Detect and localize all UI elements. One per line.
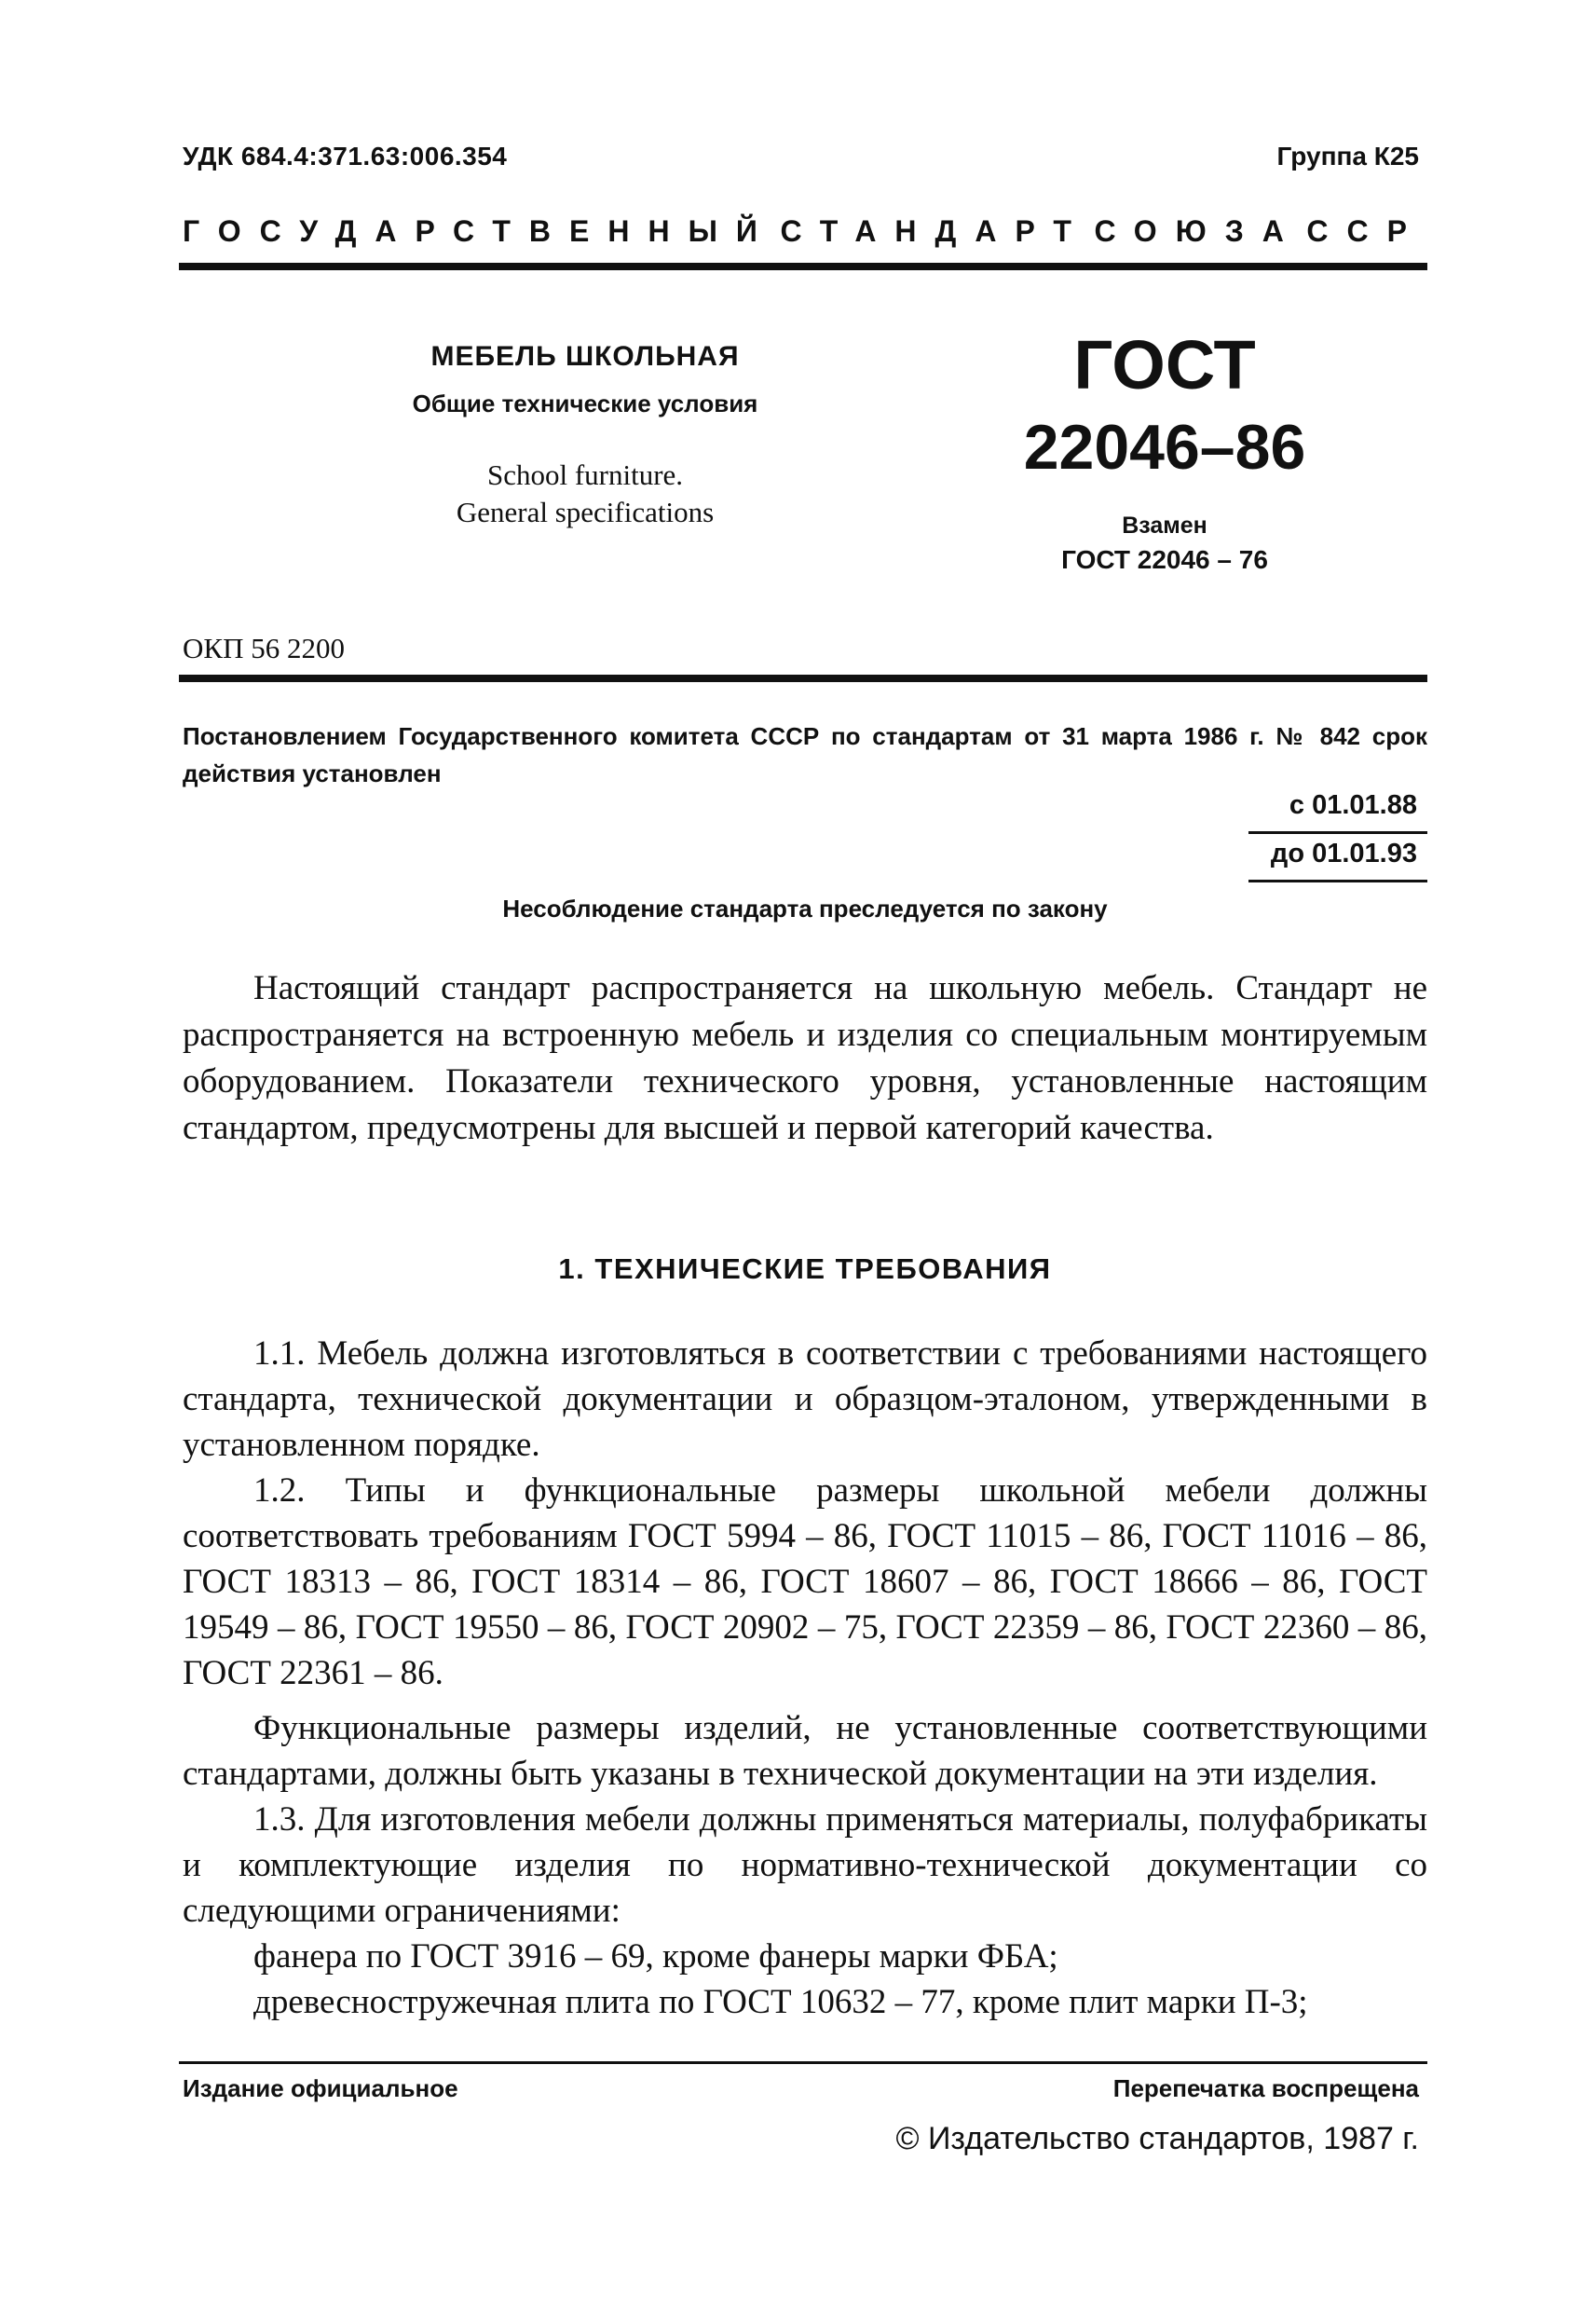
group-code: Группа К25 (1276, 142, 1419, 171)
title-divider (179, 675, 1427, 682)
gost-designation (1006, 328, 1323, 575)
list-item-chipboard: древесностружечная плита по ГОСТ 10632 – 77, кроме плит марки П-3; (253, 1983, 1308, 2021)
replaces-value: ГОСТ 22046 – 76 (1061, 545, 1268, 574)
state-standard-banner (183, 212, 1425, 250)
intro-paragraph: Настоящий стандарт распространяется на школьную мебель. Стандарт не распространяется на встроенную мебель и изделия со специальным монтируемым оборудованием. Показатели технического уровня, установленные настоящим стандартом, предусмотрены для высшей и первой категорий качества. (183, 969, 1427, 1147)
okp-code: ОКП 56 2200 (183, 632, 345, 664)
subtitle-ru: Общие технические условия (412, 390, 758, 417)
gost-number: 22046–86 (1023, 412, 1306, 483)
reprint-notice: Перепечатка воспрещена (1112, 2074, 1419, 2102)
edition-label: Издание официальное (183, 2074, 458, 2102)
banner-word-1: СТАНДАРТ (780, 214, 1090, 248)
effective-date-from: с 01.01.88 (1289, 790, 1417, 820)
clause-1-2: 1.2. Типы и функциональные размеры школьной мебели должны соответствовать требованиям ГОСТ 5994 – 86, ГОСТ 11015 – 86, ГОСТ 11016 – 86, ГОСТ 18313 – 86, ГОСТ 18314 – 86, ГОСТ 18607 – 86, ГОСТ 18666 – 86, ГОСТ 19549 – 86, ГОСТ 19550 – 86, ГОСТ 20902 – 75, ГОСТ 22359 – 86, ГОСТ 22360 – 86, ГОСТ 22361 – 86. (183, 1471, 1427, 1692)
banner-word-2: СОЮЗА (1094, 214, 1303, 248)
header-divider (179, 263, 1427, 270)
title-en-line1: School furniture. (486, 458, 684, 491)
banner-word-3: ССР (1306, 214, 1425, 248)
footer-divider (179, 2061, 1427, 2064)
replaces-label: Взамен (1122, 513, 1207, 539)
title-en (352, 457, 818, 531)
date-underline-from (1248, 831, 1427, 834)
penalty-notice: Несоблюдение стандарта преследуется по закону (502, 895, 1108, 923)
copyright-line: © Издательство стандартов, 1987 г. (895, 2121, 1419, 2156)
title-en-line2: General specifications (456, 496, 715, 528)
section-body (183, 1331, 1427, 2025)
effective-date-to: до 01.01.93 (1270, 839, 1417, 868)
list-item-plywood: фанера по ГОСТ 3916 – 69, кроме фанеры марки ФБА; (253, 1937, 1058, 1976)
clause-1-3: 1.3. Для изготовления мебели должны применяться материалы, полуфабрикаты и комплектующие изделия по нормативно-технической документации со следующими ограничениями: (183, 1800, 1427, 1930)
date-underline-to (1248, 880, 1427, 882)
decree-text: Постановлением Государственного комитета СССР по стандартам от 31 марта 1986 г. № 842 срок действия установлен (183, 722, 1427, 787)
gost-word: ГОСТ (1073, 326, 1256, 403)
banner-word-0: ГОСУДАРСТВЕННЫЙ (183, 214, 776, 248)
udk-code: УДК 684.4:371.63:006.354 (183, 142, 508, 171)
clause-1-1: 1.1. Мебель должна изготовляться в соответствии с требованиями настоящего стандарта, технической документации и образцом-эталоном, утвержденными в установленном порядке. (183, 1334, 1427, 1464)
section-heading: 1. ТЕХНИЧЕСКИЕ ТРЕБОВАНИЯ (558, 1252, 1052, 1285)
title-ru: МЕБЕЛЬ ШКОЛЬНАЯ (430, 341, 740, 372)
clause-1-2-note: Функциональные размеры изделий, не установленные соответствующими стандартами, должны быть указаны в технической документации на эти изделия. (183, 1709, 1427, 1793)
